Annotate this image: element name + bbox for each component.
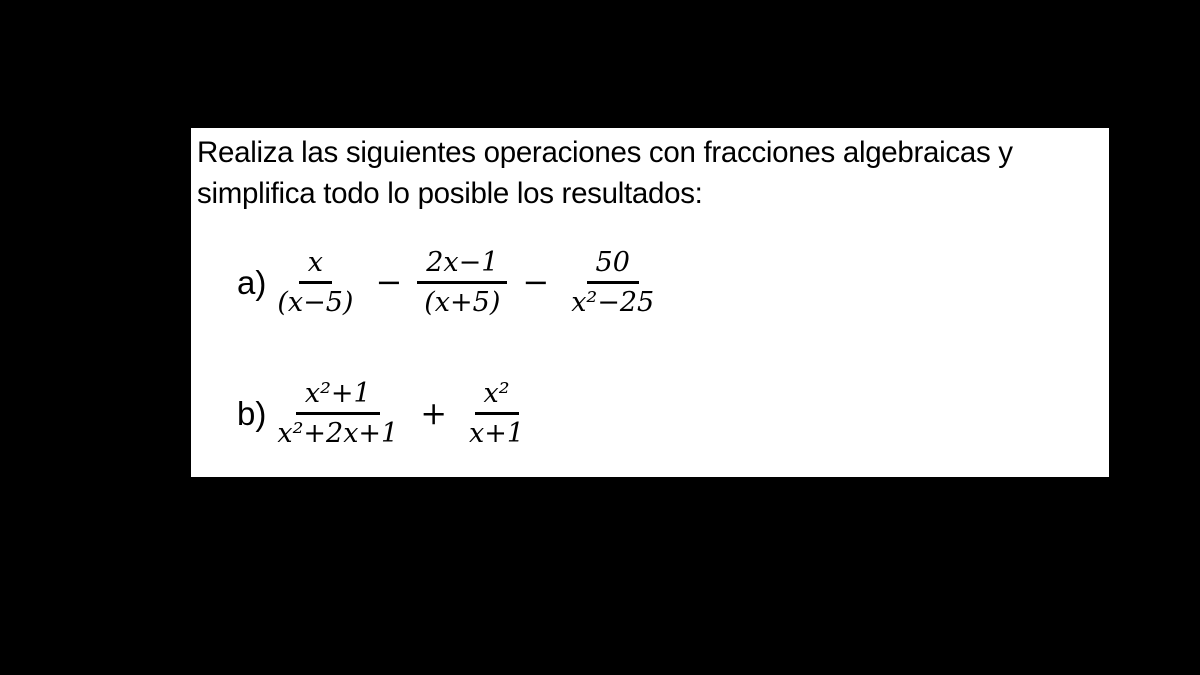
instructions-line-1: Realiza las siguientes operaciones con fracciones algebraicas y [197,136,1013,169]
problem-a-label: a) [237,264,267,302]
problem-a-fraction-3-denominator: x²−25 [571,287,655,319]
problem-a-fraction-3-numerator: 50 [587,247,639,284]
instructions-text [197,132,1103,214]
problem-a-fraction-3 [562,247,663,318]
problem-b-fraction-1-numerator: x²+1 [296,378,380,415]
problem-b-fraction-1 [268,378,407,449]
problem-b-fraction-2 [460,378,533,449]
problem-b-plus-operator: + [420,394,448,433]
problem-a-fraction-2-numerator: 2x−1 [417,247,507,284]
problem-b-fraction-2-numerator: x² [475,378,519,415]
problem-b-label: b) [237,395,267,433]
worksheet-card [191,128,1109,477]
problem-a-minus-operator-1: − [375,263,403,302]
problem-b-fraction-1-denominator: x²+2x+1 [277,418,399,450]
instructions-line-2: simplifica todo lo posible los resultados: [197,177,703,210]
problem-b [237,378,1103,449]
problem-b-fraction-2-denominator: x+1 [469,418,525,450]
problem-a-fraction-2 [415,247,509,318]
problem-a [237,247,1103,318]
problem-a-minus-operator-2: − [522,263,550,302]
problem-a-fraction-1-denominator: (x−5) [277,287,354,319]
problem-a-fraction-1 [268,247,362,318]
problem-a-fraction-1-numerator: x [299,247,332,284]
problem-a-fraction-2-denominator: (x+5) [424,287,501,319]
